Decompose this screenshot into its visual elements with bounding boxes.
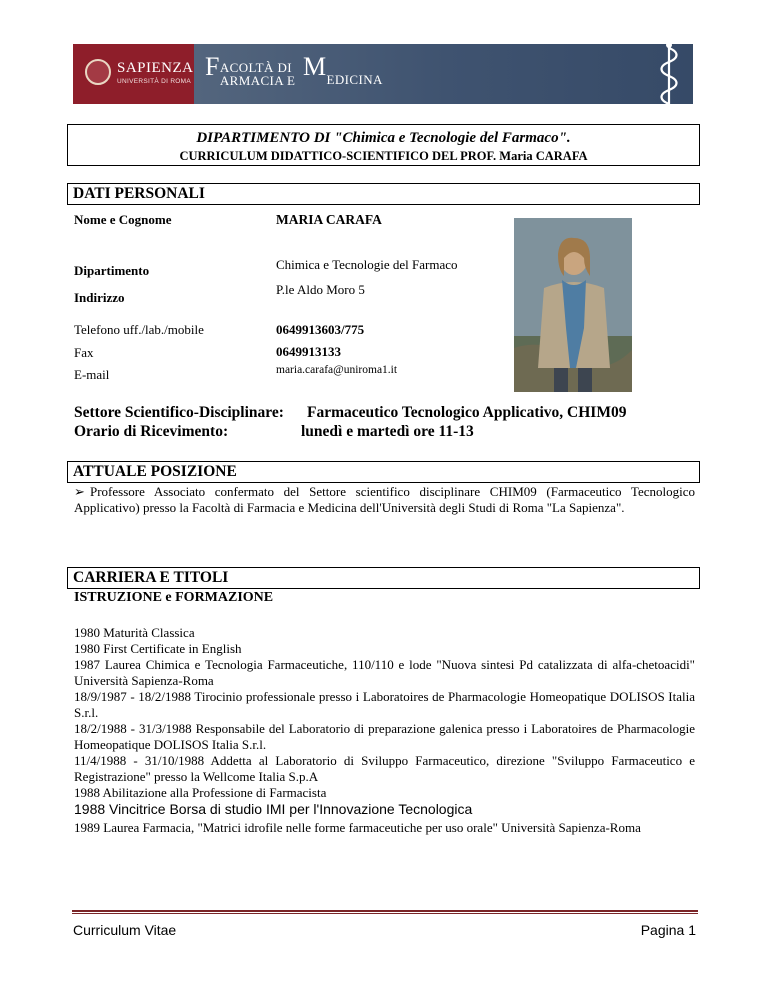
career-entry: 1989 Laurea Farmacia, "Matrici idrofile nelle forme farmaceutiche per uso orale" Università Sapienza-Roma (74, 820, 641, 835)
office-hours-value: lunedì e martedì ore 11-13 (301, 423, 474, 440)
name-label: Nome e Cognome (74, 212, 172, 227)
footer-divider (72, 910, 698, 912)
caduceus-icon (655, 38, 683, 114)
faculty-banner (73, 44, 693, 104)
fax-label: Fax (74, 345, 94, 360)
sector-label: Settore Scientifico-Disciplinare: (74, 404, 284, 421)
section-personal-data: DATI PERSONALI (67, 183, 700, 205)
career-entry: 1988 Vincitrice Borsa di studio IMI per l'Innovazione Tecnologica (74, 801, 473, 817)
education-subtitle: ISTRUZIONE e FORMAZIONE (74, 590, 274, 605)
career-entry: 1987 Laurea Chimica e Tecnologia Farmaceutiche, 110/110 e lode "Nuova sintesi Pd catalizzata di alfa-chetoacidi" Università Sapienza-Roma (74, 657, 695, 688)
career-entry: 1980 Maturità Classica (74, 625, 195, 640)
profile-photo (514, 218, 632, 392)
phone-label: Telefono uff./lab./mobile (74, 322, 204, 337)
faculty-name: FACOLTÀ DI ARMACIA E MEDICINA (205, 52, 383, 88)
footer-label: Curriculum Vitae (73, 922, 177, 938)
document-title-box (67, 124, 700, 166)
university-subtitle: UNIVERSITÀ DI ROMA (117, 78, 192, 85)
phone-value: 0649913603/775 (276, 322, 365, 337)
office-hours-label: Orario di Ricevimento: (74, 423, 229, 440)
university-seal-icon (85, 59, 111, 85)
page-number: Pagina 1 (640, 922, 696, 938)
career-entry: 18/9/1987 - 18/2/1988 Tirocinio professionale presso i Laboratoires de Pharmacologie Homeopatique DOLISOS Italia S.r.l. (74, 689, 695, 720)
address-value: P.le Aldo Moro 5 (276, 282, 365, 297)
current-position-text: ➢ Professore Associato confermato del Settore scientifico disciplinare CHIM09 (Farmaceutico Tecnologico Applicativo) presso la Facoltà di Farmacia e Medicina dell'Università degli Studi di Roma "La Sapienza". (74, 484, 695, 515)
career-entry: 1988 Abilitazione alla Professione di Farmacista (74, 785, 327, 800)
university-name: SAPIENZA (117, 60, 194, 76)
email-value: maria.carafa@uniroma1.it (276, 364, 398, 376)
department-label: Dipartimento (74, 263, 150, 278)
fax-value: 0649913133 (276, 344, 341, 359)
arrow-bullet-icon: ➢ (74, 484, 85, 499)
sector-value: Farmaceutico Tecnologico Applicativo, CHIM09 (307, 404, 627, 421)
footer-divider-thin (72, 913, 698, 914)
person-portrait-icon (514, 218, 632, 392)
department-value: Chimica e Tecnologie del Farmaco (276, 257, 458, 272)
section-current-position: ATTUALE POSIZIONE (67, 461, 700, 483)
career-entry: 11/4/1988 - 31/10/1988 Addetta al Laboratorio di Sviluppo Farmaceutico, direzione "Sviluppo Farmaceutico e Registrazione" presso la Wellcome Italia S.p.A (74, 753, 695, 784)
address-label: Indirizzo (74, 290, 125, 305)
department-title: DIPARTIMENTO DI "Chimica e Tecnologie del Farmaco". (196, 130, 571, 146)
email-label: E-mail (74, 367, 110, 382)
university-logo-block (73, 44, 194, 104)
cv-title: CURRICULUM DIDATTICO-SCIENTIFICO DEL PROF. Maria CARAFA (179, 149, 588, 163)
name-value: MARIA CARAFA (276, 212, 382, 227)
section-career: CARRIERA E TITOLI (67, 567, 700, 589)
career-entry: 18/2/1988 - 31/3/1988 Responsabile del Laboratorio di preparazione galenica presso i Laboratoires de Pharmacologie Homeopatique DOLISOS Italia S.r.l. (74, 721, 695, 752)
career-entry: 1980 First Certificate in English (74, 641, 242, 656)
